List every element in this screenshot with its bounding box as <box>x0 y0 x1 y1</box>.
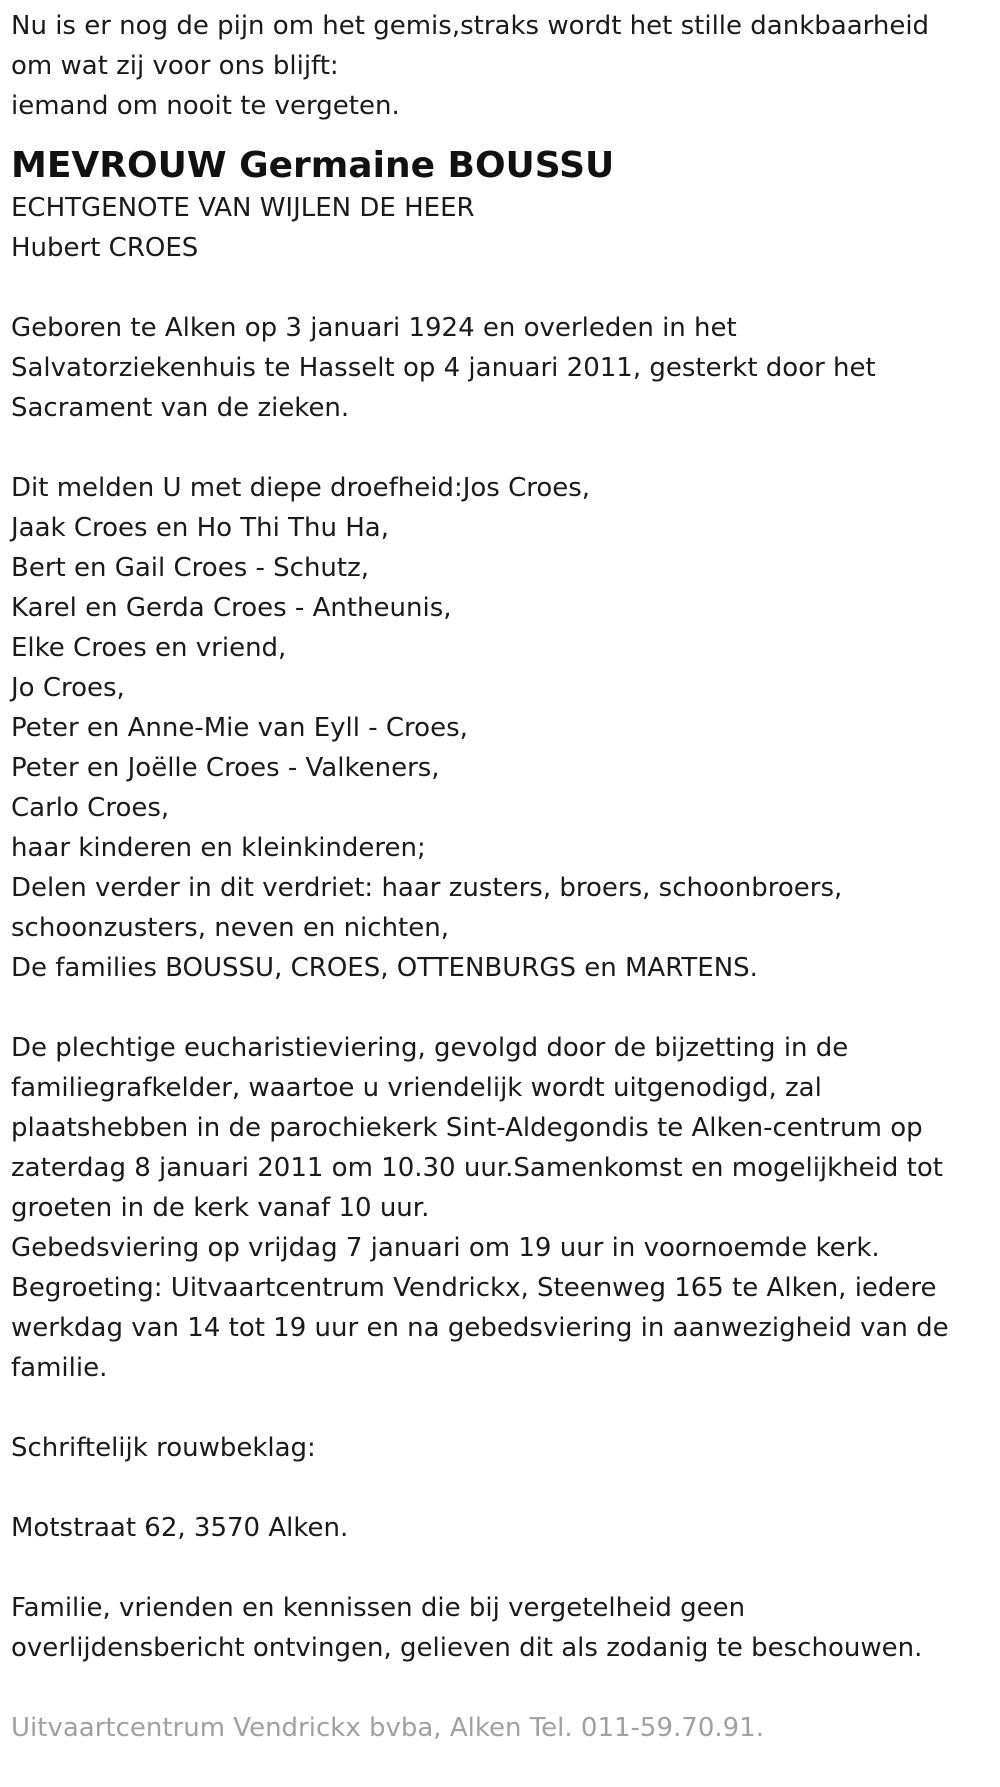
condolence-address: Motstraat 62, 3570 Alken. <box>11 1513 349 1543</box>
deceased-name: MEVROUW Germaine BOUSSU <box>11 145 615 186</box>
spacer <box>11 1468 1000 1508</box>
spacer <box>11 988 1000 1028</box>
condolence-label: Schriftelijk rouwbeklag: <box>11 1433 316 1463</box>
spacer <box>11 1388 1000 1428</box>
funeral-home-footer: Uitvaartcentrum Vendrickx bvba, Alken Tel. 011-59.70.91. <box>11 1713 764 1743</box>
notice-text: Familie, vrienden en kennissen die bij vergetelheid geen overlijdensbericht ontvingen, gelieven dit als zodanig te beschouwen. <box>11 1593 923 1663</box>
ceremony-info: De plechtige eucharistieviering, gevolgd door de bijzetting in de familiegrafkelder, waartoe u vriendelijk wordt uitgenodigd, zal plaatshebben in de parochiekerk Sint-Aldegondis te Alken-centrum op zaterdag 8 januari 2011 om 10.30 uur.Samenkomst en mogelijkheid tot groeten in de kerk vanaf 10 uur. Gebedsviering op vrijdag 7 januari om 19 uur in voornoemde kerk. Begroeting: Uitvaartcentrum Vendrickx, Steenweg 165 te Alken, iedere werkdag van 14 tot 19 uur en na gebedsviering in aanwezigheid van de familie. <box>11 1033 949 1383</box>
spacer <box>11 428 1000 468</box>
birth-death-info: Geboren te Alken op 3 januari 1924 en overleden in het Salvatorziekenhuis te Hasselt op 4 januari 2011, gesterkt door het Sacrament van de zieken. <box>11 313 876 423</box>
spouse-info: ECHTGENOTE VAN WIJLEN DE HEER Hubert CROES <box>11 193 475 263</box>
mourners-list: Dit melden U met diepe droefheid:Jos Croes, Jaak Croes en Ho Thi Thu Ha, Bert en Gail Croes - Schutz, Karel en Gerda Croes - Antheunis, Elke Croes en vriend, Jo Croes, Peter en Anne-Mie van Eyll - Croes, Peter en Joëlle Croes - Valkeners, Carlo Croes, haar kinderen en kleinkinderen; Delen verder in dit verdriet: haar zusters, broers, schoonbroers, schoonzusters, neven en nichten, De families BOUSSU, CROES, OTTENBURGS en MARTENS. <box>11 473 843 983</box>
intro-verse: Nu is er nog de pijn om het gemis,straks wordt het stille dankbaarheid om wat zij voor ons blijft: iemand om nooit te vergeten. <box>11 11 930 121</box>
spacer <box>11 268 1000 308</box>
spacer <box>11 1548 1000 1588</box>
